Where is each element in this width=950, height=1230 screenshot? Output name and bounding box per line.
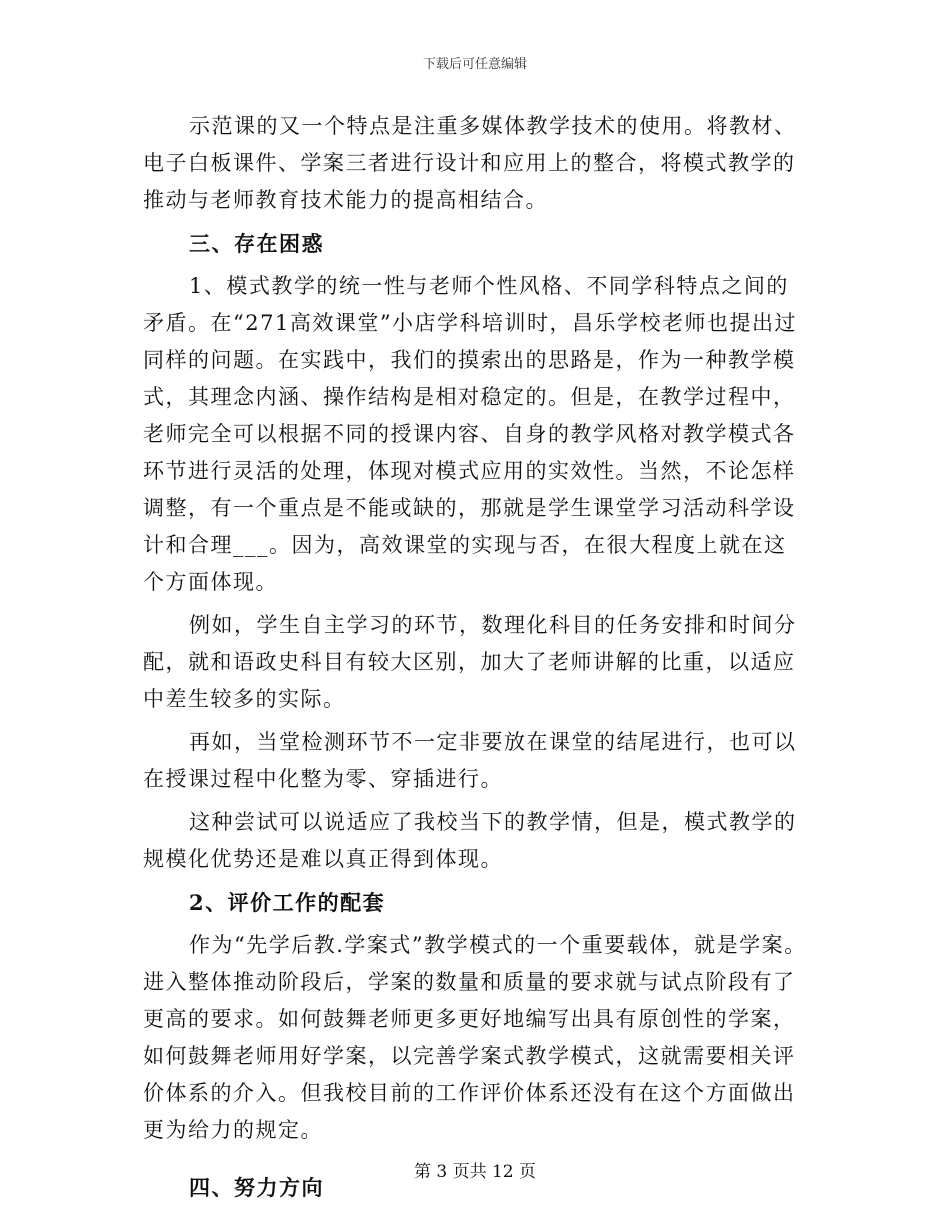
paragraph-contradiction: 1、模式教学的统一性与老师个性风格、不同学科特点之间的矛盾。在“271高效课堂”小店学科培训时，昌乐学校老师也提出过同样的问题。在实践中，我们的摸索出的思路是，作为一种教学模式，其理念内涵、操作结构是相对稳定的。但是，在教学过程中，老师完全可以根据不同的授课内容、自身的教学风格对教学模式各环节进行灵活的处理，体现对模式应用的实效性。当然，不论怎样调整，有一个重点是不能或缺的，那就是学生课堂学习活动科学设计和合理___。因为，高效课堂的实现与否，在很大程度上就在这个方面体现。 (143, 274, 798, 594)
paragraph-testing: 再如，当堂检测环节不一定非要放在课堂的结尾进行，也可以在授课过程中化整为零、穿插进行。 (143, 730, 797, 791)
section-heading-confusion: 三、存在困惑 (189, 231, 324, 256)
paragraph-example: 例如，学生自主学习的环节，数理化科目的任务安排和时间分配，就和语政史科目有较大区别，加大了老师讲解的比重，以适应中差生较多的实际。 (143, 613, 797, 711)
paragraph-learning-plan: 作为“先学后教.学案式”教学模式的一个重要载体，就是学案。进入整体推动阶段后，学案的数量和质量的要求就与试点阶段有了更高的要求。如何鼓舞老师更多更好地编写出具有原创性的学案，如何鼓舞老师用好学案，以完善学案式教学模式，这就需要相关评价体系的介入。但我校目前的工作评价体系还没有在这个方面做出更为给力的规定。 (143, 933, 807, 1142)
paragraph-multimedia: 示范课的又一个特点是注重多媒体教学技术的使用。将教材、电子白板课件、学案三者进行设计和应用上的整合，将模式教学的推动与老师教育技术能力的提高相结合。 (143, 114, 797, 212)
page-footer: 第 3 页共 12 页 (413, 1162, 537, 1182)
section-heading-direction: 四、努力方向 (189, 1175, 324, 1200)
paragraph-attempt: 这种尝试可以说适应了我校当下的教学情，但是，模式教学的规模化优势还是难以真正得到体现。 (143, 810, 797, 871)
document-body (143, 108, 808, 1206)
page-header: 下载后可任意编辑 (422, 57, 527, 72)
subsection-heading-evaluation: 2、评价工作的配套 (189, 890, 386, 915)
